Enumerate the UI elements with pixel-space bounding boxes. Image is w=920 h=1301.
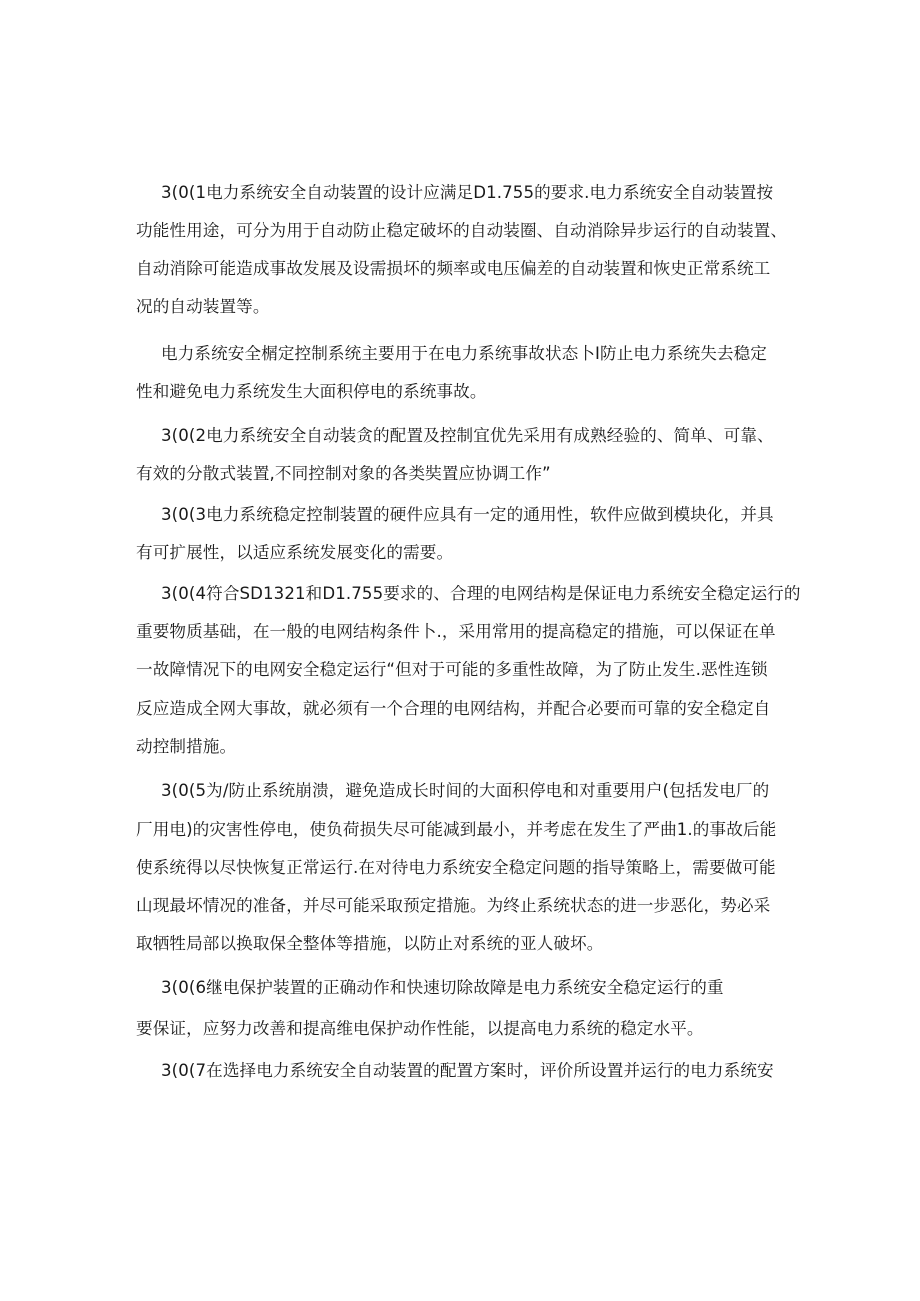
paragraph-7-line-1: 3(0(6继电保护装置的正确动作和快速切除故障是电力系统安全稳定运行的重 bbox=[161, 978, 724, 997]
paragraph-4-line-1: 3(0(3电力系统稳定控制装置的硬件应具有一定的通用性，软件应做到模块化，并具 bbox=[161, 505, 774, 524]
paragraph-5-line-4: 反应造成全网大事故，就必须有一个合理的电网结构，并配合必要而可靠的安全稳定自 bbox=[136, 699, 771, 718]
paragraph-2-line-1: 电力系统安全榍定控制系统主要用于在电力系统事故状态卜I防止电力系统失去稳定 bbox=[161, 344, 767, 363]
paragraph-6-line-4: 山现最坏情况的准备，并尽可能采取预定措施。为终止系统状态的进一步恶化，势必采 bbox=[136, 896, 771, 915]
paragraph-1-line-1: 3(0(1电力系统安全自动装置的设计应满足D1.755的要求.电力系统安全自动装置按 bbox=[161, 183, 774, 202]
paragraph-5-line-3: 一故障情况下的电网安全稳定运行“但对于可能的多重性故障，为了防止发生.恶性连锁 bbox=[136, 660, 768, 679]
paragraph-5-line-2: 重要物质基础，在一般的电网结构条件卜.，采用常用的提高稳定的措施，可以保证在单 bbox=[136, 622, 776, 641]
paragraph-6-line-1: 3(0(5为/防止系统崩溃，避免造成长时间的大面积停电和对重要用户(包括发电厂的 bbox=[161, 781, 770, 800]
paragraph-6-line-3: 使系统得以尽快恢复正常运行.在对待电力系统安全稳定问题的指导策略上，需要做可能 bbox=[136, 858, 776, 877]
paragraph-5-line-1: 3(0(4符合SD1321和D1.755要求的、合理的电网结构是保证电力系统安全稳定运行的 bbox=[161, 584, 801, 603]
paragraph-5-line-5: 动控制措施。 bbox=[136, 737, 237, 756]
paragraph-1-line-3: 自动消除可能造成事故发展及设需损坏的频率或电压偏差的自动装置和恢史正常系统工 bbox=[136, 259, 771, 278]
paragraph-6-line-5: 取牺牲局部以换取保全整体等措施，以防止对系统的亚人破坏。 bbox=[136, 934, 604, 953]
paragraph-3-line-2: 有效的分散式装置,不同控制对象的各类奘置应协调工作” bbox=[136, 464, 551, 483]
paragraph-8-line-1: 3(0(7在选择电力系统安全自动装置的配置方案时，评价所设置并运行的电力系统安 bbox=[161, 1061, 774, 1080]
paragraph-6-line-2: 厂用电)的灾害性停电，使负荷损失尽可能减到最小，并考虑在发生了严曲1.的事故后能 bbox=[136, 820, 777, 839]
paragraph-1-line-4: 况的自动装置等。 bbox=[136, 297, 270, 316]
paragraph-3-line-1: 3(0(2电力系统安全自动装贪的配置及控制宜优先采用有成熟经验的、简单、可靠、 bbox=[161, 426, 774, 445]
paragraph-1-line-2: 功能性用途，可分为用于自动防止稳定破坏的自动装圈、自动消除异步运行的自动装置、 bbox=[136, 221, 788, 240]
paragraph-7-line-2: 要保证，应努力改善和提高维电保护动作性能，以提高电力系统的稳定水平。 bbox=[136, 1019, 704, 1038]
paragraph-4-line-2: 有可扩展性，以适应系统发展变化的需要。 bbox=[136, 543, 454, 562]
paragraph-2-line-2: 性和避免电力系统发生大面积停电的系统事故。 bbox=[136, 382, 487, 401]
